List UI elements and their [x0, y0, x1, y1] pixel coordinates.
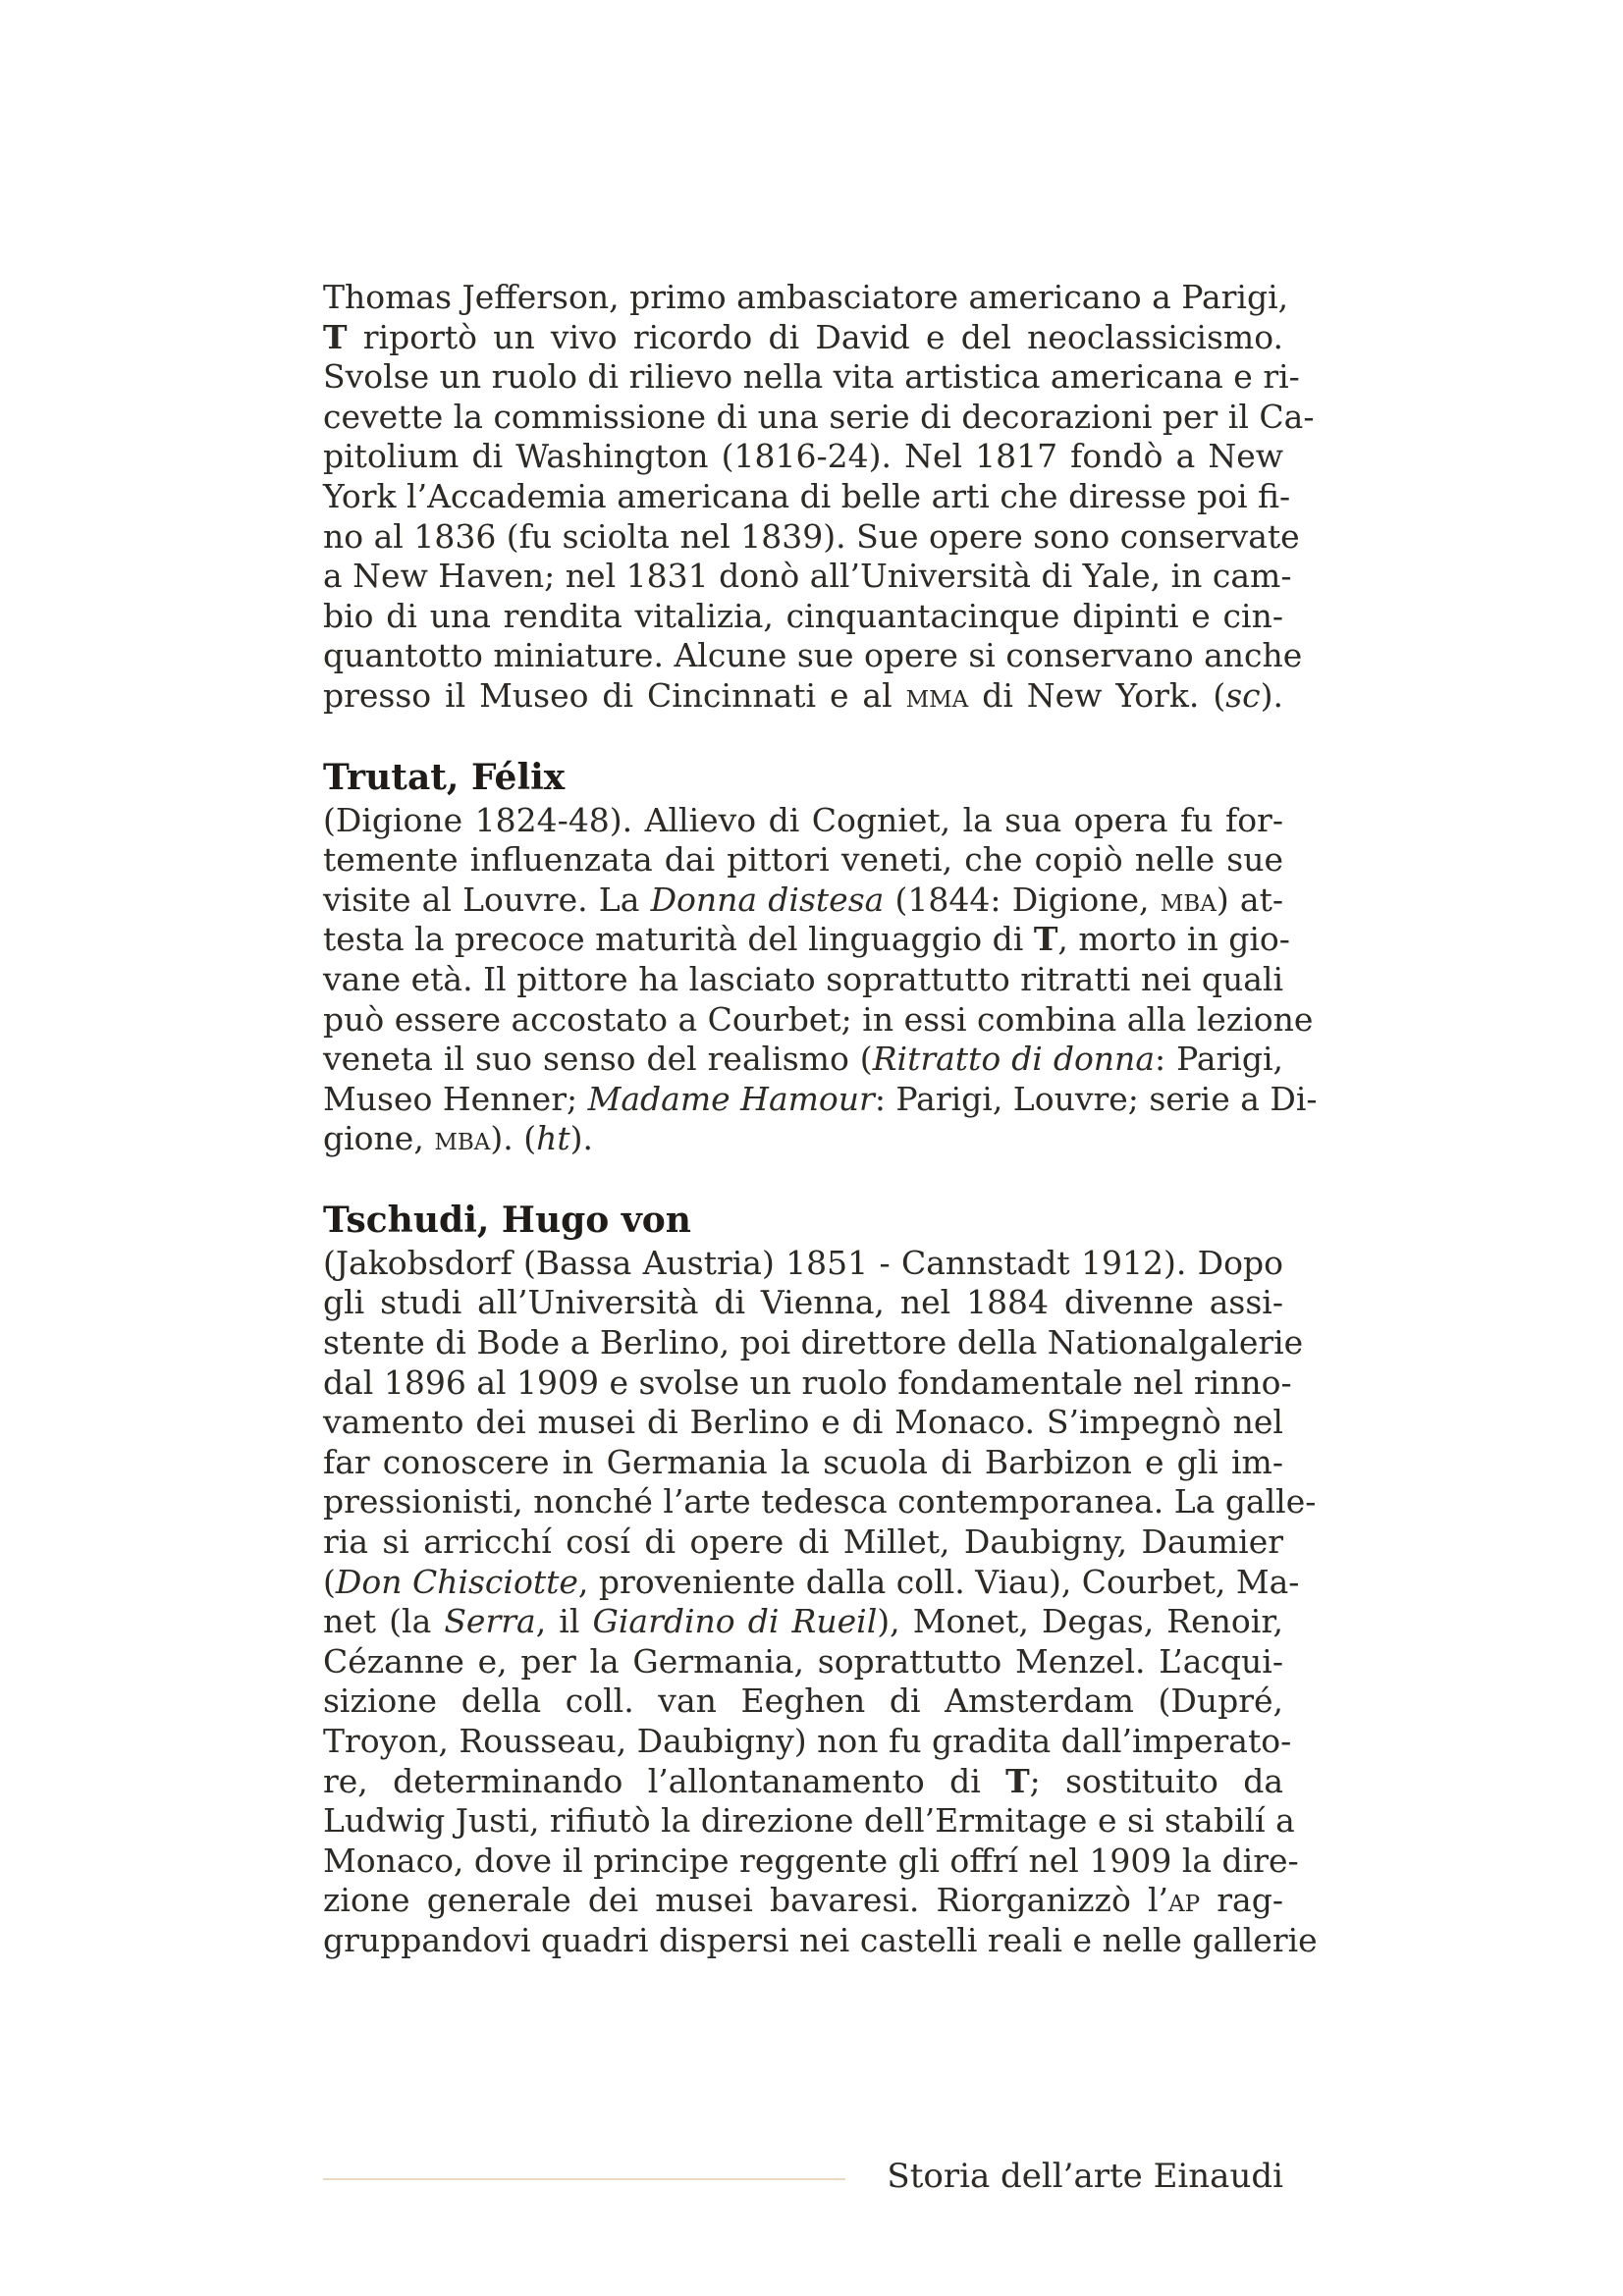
text-line: vane età. Il pittore ha lasciato soprattutto ritratti nei quali [323, 959, 1283, 998]
entry-heading: Trutat, Félix [323, 756, 566, 798]
text-line: (Don Chisciotte, proveniente dalla coll. Viau), Courbet, Ma- [323, 1562, 1300, 1601]
text-line: re, determinando l’allontanamento di T; sostituito da [323, 1761, 1284, 1800]
text-line: bio di una rendita vitalizia, cinquantacinque dipinti e cin- [323, 596, 1283, 635]
text-line: gruppandovi quadri dispersi nei castelli reali e nelle gallerie [323, 1920, 1318, 1959]
article-body [323, 278, 1318, 1961]
footer-title: Storia dell’arte Einaudi [887, 2157, 1283, 2196]
entry-tschudi [323, 1197, 1318, 1961]
text-line: gli studi all’Università di Vienna, nel 1884 divenne assi- [323, 1283, 1283, 1322]
entry-trutat [323, 754, 1318, 1159]
text-line: ria si arricchí cosí di opere di Millet, Daubigny, Daumier [323, 1522, 1283, 1562]
text-line: Cézanne e, per la Germania, soprattutto Menzel. L’acqui- [323, 1641, 1283, 1681]
text-line: York l’Accademia americana di belle arti che diresse poi fi- [323, 476, 1291, 515]
text-line: Svolse un ruolo di rilievo nella vita artistica americana e ri- [323, 357, 1300, 397]
text-line: veneta il suo senso del realismo (Ritratto di donna: Parigi, [323, 1040, 1283, 1079]
text-line: quantotto miniature. Alcune sue opere si conservano anche [323, 636, 1303, 675]
text-line: visite al Louvre. La Donna distesa (1844: Digione, mba) at- [323, 880, 1283, 919]
text-line: net (la Serra, il Giardino di Rueil), Monet, Degas, Renoir, [323, 1602, 1283, 1641]
text-line: presso il Museo di Cincinnati e al mma di New York. (sc). [323, 675, 1283, 715]
text-line: no al 1836 (fu sciolta nel 1839). Sue opere sono conservate [323, 516, 1300, 556]
text-line: Troyon, Rousseau, Daubigny) non fu gradita dall’imperato- [323, 1722, 1292, 1760]
text-line: testa la precoce maturità del linguaggio di T, morto in gio- [323, 920, 1290, 959]
text-line: cevette la commissione di una serie di decorazioni per il Ca- [323, 397, 1315, 436]
text-line: Ludwig Justi, rifiutò la direzione dell’Ermitage e si stabilí a [323, 1801, 1295, 1841]
entry-continuation [323, 278, 1315, 717]
text-line: pitolium di Washington (1816-24). Nel 1817 fondò a New [323, 437, 1283, 476]
text-line: può essere accostato a Courbet; in essi combina alla lezione [323, 999, 1314, 1039]
text-line: sizione della coll. van Eeghen di Amsterdam (Dupré, [323, 1682, 1283, 1721]
text-line: Monaco, dove il principe reggente gli offrí nel 1909 la dire- [323, 1841, 1299, 1880]
entry-heading: Tschudi, Hugo von [323, 1199, 691, 1241]
text-line: pressionisti, nonché l’arte tedesca contemporanea. La galle- [323, 1482, 1317, 1522]
footer-rule [323, 2178, 845, 2180]
text-line: a New Haven; nel 1831 donò all’Università di Yale, in cam- [323, 557, 1292, 596]
text-line: zione generale dei musei bavaresi. Riorganizzò l’ap rag- [323, 1881, 1283, 1920]
text-line: far conoscere in Germania la scuola di Barbizon e gli im- [323, 1442, 1283, 1481]
text-line: (Digione 1824-48). Allievo di Cogniet, la sua opera fu for- [323, 800, 1283, 839]
text-line: Museo Henner; Madame Hamour: Parigi, Louvre; serie a Di- [323, 1079, 1318, 1118]
text-line: (Jakobsdorf (Bassa Austria) 1851 - Cannstadt 1912). Dopo [323, 1243, 1283, 1282]
text-line: gione, mba). (ht). [323, 1119, 593, 1158]
text-line: Thomas Jefferson, primo ambasciatore americano a Parigi, [323, 278, 1289, 316]
text-line: vamento dei musei di Berlino e di Monaco. S’impegnò nel [323, 1403, 1283, 1442]
text-line: stente di Bode a Berlino, poi direttore della Nationalgalerie [323, 1323, 1304, 1362]
text-line: dal 1896 al 1909 e svolse un ruolo fondamentale nel rinno- [323, 1362, 1292, 1402]
text-line: temente influenzata dai pittori veneti, che copiò nelle sue [323, 840, 1283, 880]
text-line: T riportò un vivo ricordo di David e del neoclassicismo. [323, 317, 1283, 356]
